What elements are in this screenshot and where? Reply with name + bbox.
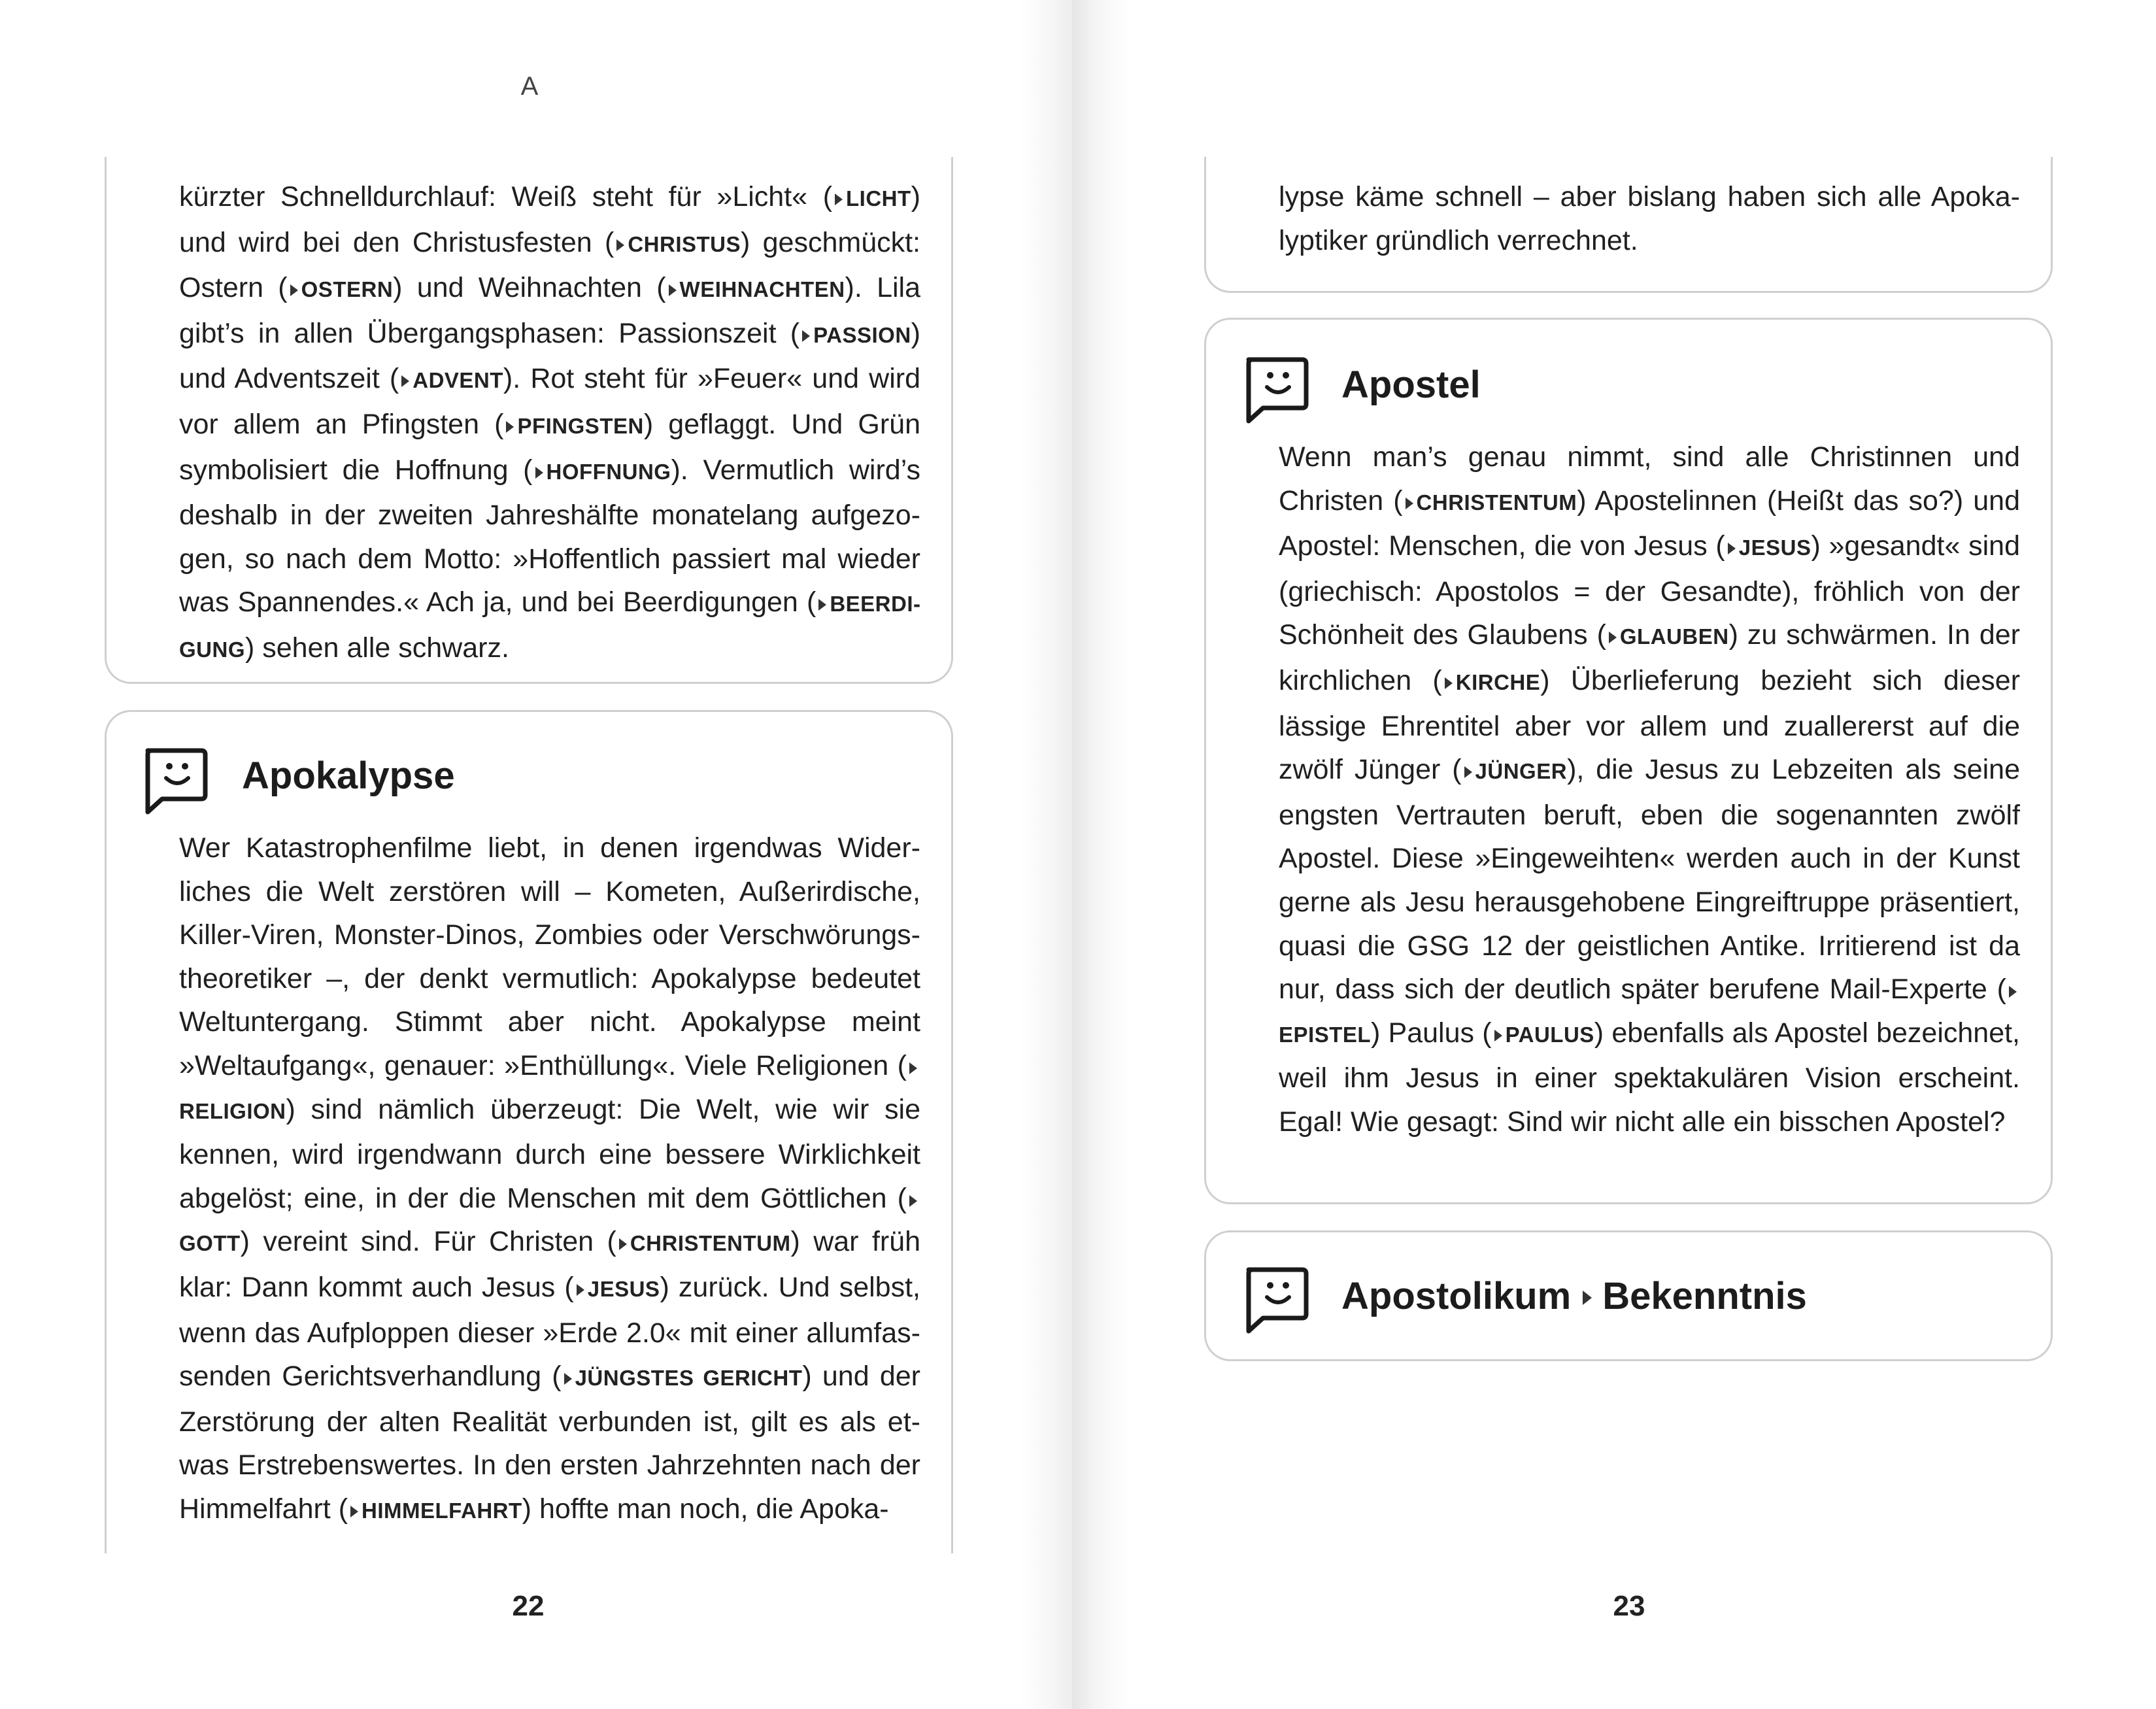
cross-reference-keyword[interactable]: KIRCHE — [1455, 669, 1541, 694]
entry-apostel-text — [1279, 435, 2020, 1144]
entry-apokalypse-text — [179, 826, 920, 1533]
cross-reference-arrow-icon — [1464, 766, 1472, 778]
cross-reference-keyword[interactable]: WEIHNACHTEN — [679, 277, 845, 302]
cross-reference-keyword[interactable]: CHRISTENTUM — [630, 1231, 791, 1256]
cross-reference-keyword[interactable]: PASSION — [813, 322, 911, 347]
cross-reference-arrow-icon — [1445, 677, 1453, 689]
smiley-speech-bubble-icon — [1239, 354, 1311, 426]
entry-title-apostolikum — [1341, 1274, 1807, 1319]
cross-reference-arrow-icon — [619, 1238, 627, 1250]
cross-reference-keyword[interactable]: CHRISTUS — [628, 231, 741, 256]
running-head: A — [520, 72, 539, 101]
cross-reference-keyword[interactable]: BEERDIGUNG — [179, 592, 920, 662]
entry-title-apostel: Apostel — [1341, 364, 1481, 406]
cross-reference-keyword[interactable]: ADVENT — [413, 368, 503, 393]
entry-continued-text — [1279, 175, 2020, 262]
cross-reference-keyword[interactable]: JESUS — [587, 1276, 660, 1301]
entry-continued-text — [179, 175, 920, 672]
cross-reference-arrow-icon — [535, 467, 543, 479]
left-page — [0, 0, 1072, 1709]
cross-reference-arrow-icon — [909, 1195, 917, 1207]
cross-reference-keyword[interactable]: OSTERN — [301, 277, 394, 302]
cross-reference-arrow-icon — [564, 1373, 572, 1385]
page-number: 22 — [512, 1590, 545, 1622]
cross-reference-arrow-icon — [1609, 632, 1617, 643]
cross-reference-keyword[interactable]: JÜNGSTES GERICHT — [575, 1366, 803, 1391]
smiley-speech-bubble-icon — [139, 745, 211, 817]
cross-reference-arrow-icon — [290, 284, 298, 296]
cross-reference-arrow-icon — [616, 239, 624, 251]
cross-reference-keyword[interactable]: PAULUS — [1505, 1022, 1594, 1047]
cross-reference-keyword[interactable]: GLAUBEN — [1619, 624, 1729, 649]
cross-reference-keyword[interactable]: HIMMELFAHRT — [362, 1498, 522, 1523]
cross-reference-arrow-icon — [909, 1062, 917, 1074]
cross-reference-keyword[interactable]: PFINGSTEN — [517, 413, 644, 438]
cross-reference-arrow-icon — [835, 194, 843, 205]
cross-reference-arrow-icon — [1728, 543, 1736, 554]
cross-reference-keyword[interactable]: JESUS — [1738, 535, 1811, 560]
cross-reference-arrow-icon — [577, 1284, 584, 1296]
cross-reference-keyword[interactable]: CHRISTENTUM — [1416, 490, 1577, 515]
cross-reference-arrow-icon — [2009, 986, 2017, 998]
entry-paragraph: lypse käme schnell – aber bislang haben sich alle Apokalyptiker gründlich verrechnet. — [1279, 181, 2020, 256]
entry-title-apokalypse: Apokalypse — [242, 754, 455, 797]
cross-reference-arrow-icon — [506, 421, 514, 433]
cross-reference-arrow-icon — [1494, 1030, 1502, 1041]
cross-reference-keyword[interactable]: RELIGION — [179, 1098, 286, 1123]
entry-title: Apostolikum — [1341, 1275, 1572, 1317]
cross-reference-keyword[interactable]: EPISTEL — [1279, 1022, 1372, 1047]
cross-reference-arrow-icon — [802, 330, 810, 342]
cross-reference-arrow-icon — [401, 375, 409, 387]
cross-reference-arrow-icon — [1583, 1291, 1592, 1305]
gutter-shadow — [1072, 0, 1131, 1709]
cross-reference-target[interactable]: Bekenntnis — [1602, 1275, 1807, 1317]
cross-reference-keyword[interactable]: LICHT — [846, 186, 911, 211]
smiley-speech-bubble-icon — [1239, 1264, 1311, 1336]
cross-reference-keyword[interactable]: JÜNGER — [1475, 759, 1568, 784]
cross-reference-arrow-icon — [350, 1506, 358, 1517]
cross-reference-keyword[interactable]: GOTT — [179, 1231, 241, 1256]
page-number: 23 — [1613, 1590, 1645, 1622]
entry-paragraph: Wer Katastrophenfilme liebt, in denen irgendwas Widerliches die Welt zerstören will – Kometen, Außerirdische, Killer-Viren, Monster-Dinos, Zombies oder Verschwörungstheoretiker –, der denkt vermutlich: Apokalypse bedeutet Weltuntergang. Stimmt aber nicht. Apokalypse meint »Weltaufgang«, genauer: »Enthüllung«. Viele Religionen (RELIGION) sind nämlich überzeugt: Die Welt, wie wir sie kennen, wird irgendwann durch eine bessere Wirklichkeit abgelöst; eine, in der die Menschen mit dem Göttlichen (GOTT) vereint sind. Für Christen ( CHRISTENTUM) war früh klar: Dann kommt auch Jesus ( JESUS) zurück. Und selbst, wenn das Aufploppen dieser »Erde 2.0« mit einer allumfassenden Gerichtsverhandlung ( JÜNGSTES GERICHT) und der Zerstörung der alten Realität verbunden ist, gilt es als etwas Erstrebenswertes. In den ersten Jahrzehnten nach der Himmelfahrt ( HIMMELFAHRT) hoffte man noch, die Apoka- — [179, 832, 920, 1525]
cross-reference-arrow-icon — [818, 599, 826, 611]
gutter-shadow — [1020, 0, 1072, 1709]
entry-paragraph: Wenn man’s genau nimmt, sind alle Christinnen und Christen ( CHRISTENTUM) Apostelinnen (Heißt das so?) und Apostel: Menschen, die von Jesus ( JESUS) »gesandt« sind (griechisch: Apostolos = der Gesandte), fröhlich von der Schönheit des Glaubens ( GLAUBEN) zu schwärmen. In der kirchlichen ( KIRCHE) Überlieferung bezieht sich dieser lässige Ehrentitel aber vor allem und zuallererst auf die zwölf Jünger ( JÜNGER), die Jesus zu Lebzeiten als seine engsten Vertrauten beruft, eben die sogenannten zwölf Apostel. Diese »Eingeweihten« werden auch in der Kunst gerne als Jesu herausgehobene Eingreiftruppe präsentiert, quasi die GSG 12 der geistlichen Antike. Irritierend ist da nur, dass sich der deutlich später berufene Mail-Experte (EPISTEL) Paulus ( PAULUS) ebenfalls als Apostel bezeichnet, weil ihm Jesus in einer spektakulären Vision erscheint. Egal! Wie gesagt: Sind wir nicht alle ein bisschen Apostel? — [1279, 441, 2021, 1138]
cross-reference-arrow-icon — [669, 284, 677, 296]
cross-reference-arrow-icon — [1406, 498, 1413, 509]
entry-paragraph: kürzter Schnelldurchlauf: Weiß steht für »Licht« ( LICHT) und wird bei den Christusfesten ( CHRISTUS) geschmückt: Ostern ( OSTERN) und Weihnachten ( WEIHNACHTEN). Lila gibt’s in allen Übergangsphasen: Passionszeit ( PASSION) und Adventszeit ( ADVENT). Rot steht für »Feuer« und wird vor allem an Pfingsten ( PFINGSTEN) geflaggt. Und Grün symbolisiert die Hoffnung ( HOFFNUNG). Vermutlich wird’s deshalb in der zweiten Jahreshälfte monatelang aufgezogen, so nach dem Motto: »Hoffentlich passiert mal wieder was Spannendes.« Ach ja, und bei Beerdigungen ( BEERDIGUNG) sehen alle schwarz. — [179, 181, 920, 664]
cross-reference-keyword[interactable]: HOFFNUNG — [546, 459, 671, 484]
